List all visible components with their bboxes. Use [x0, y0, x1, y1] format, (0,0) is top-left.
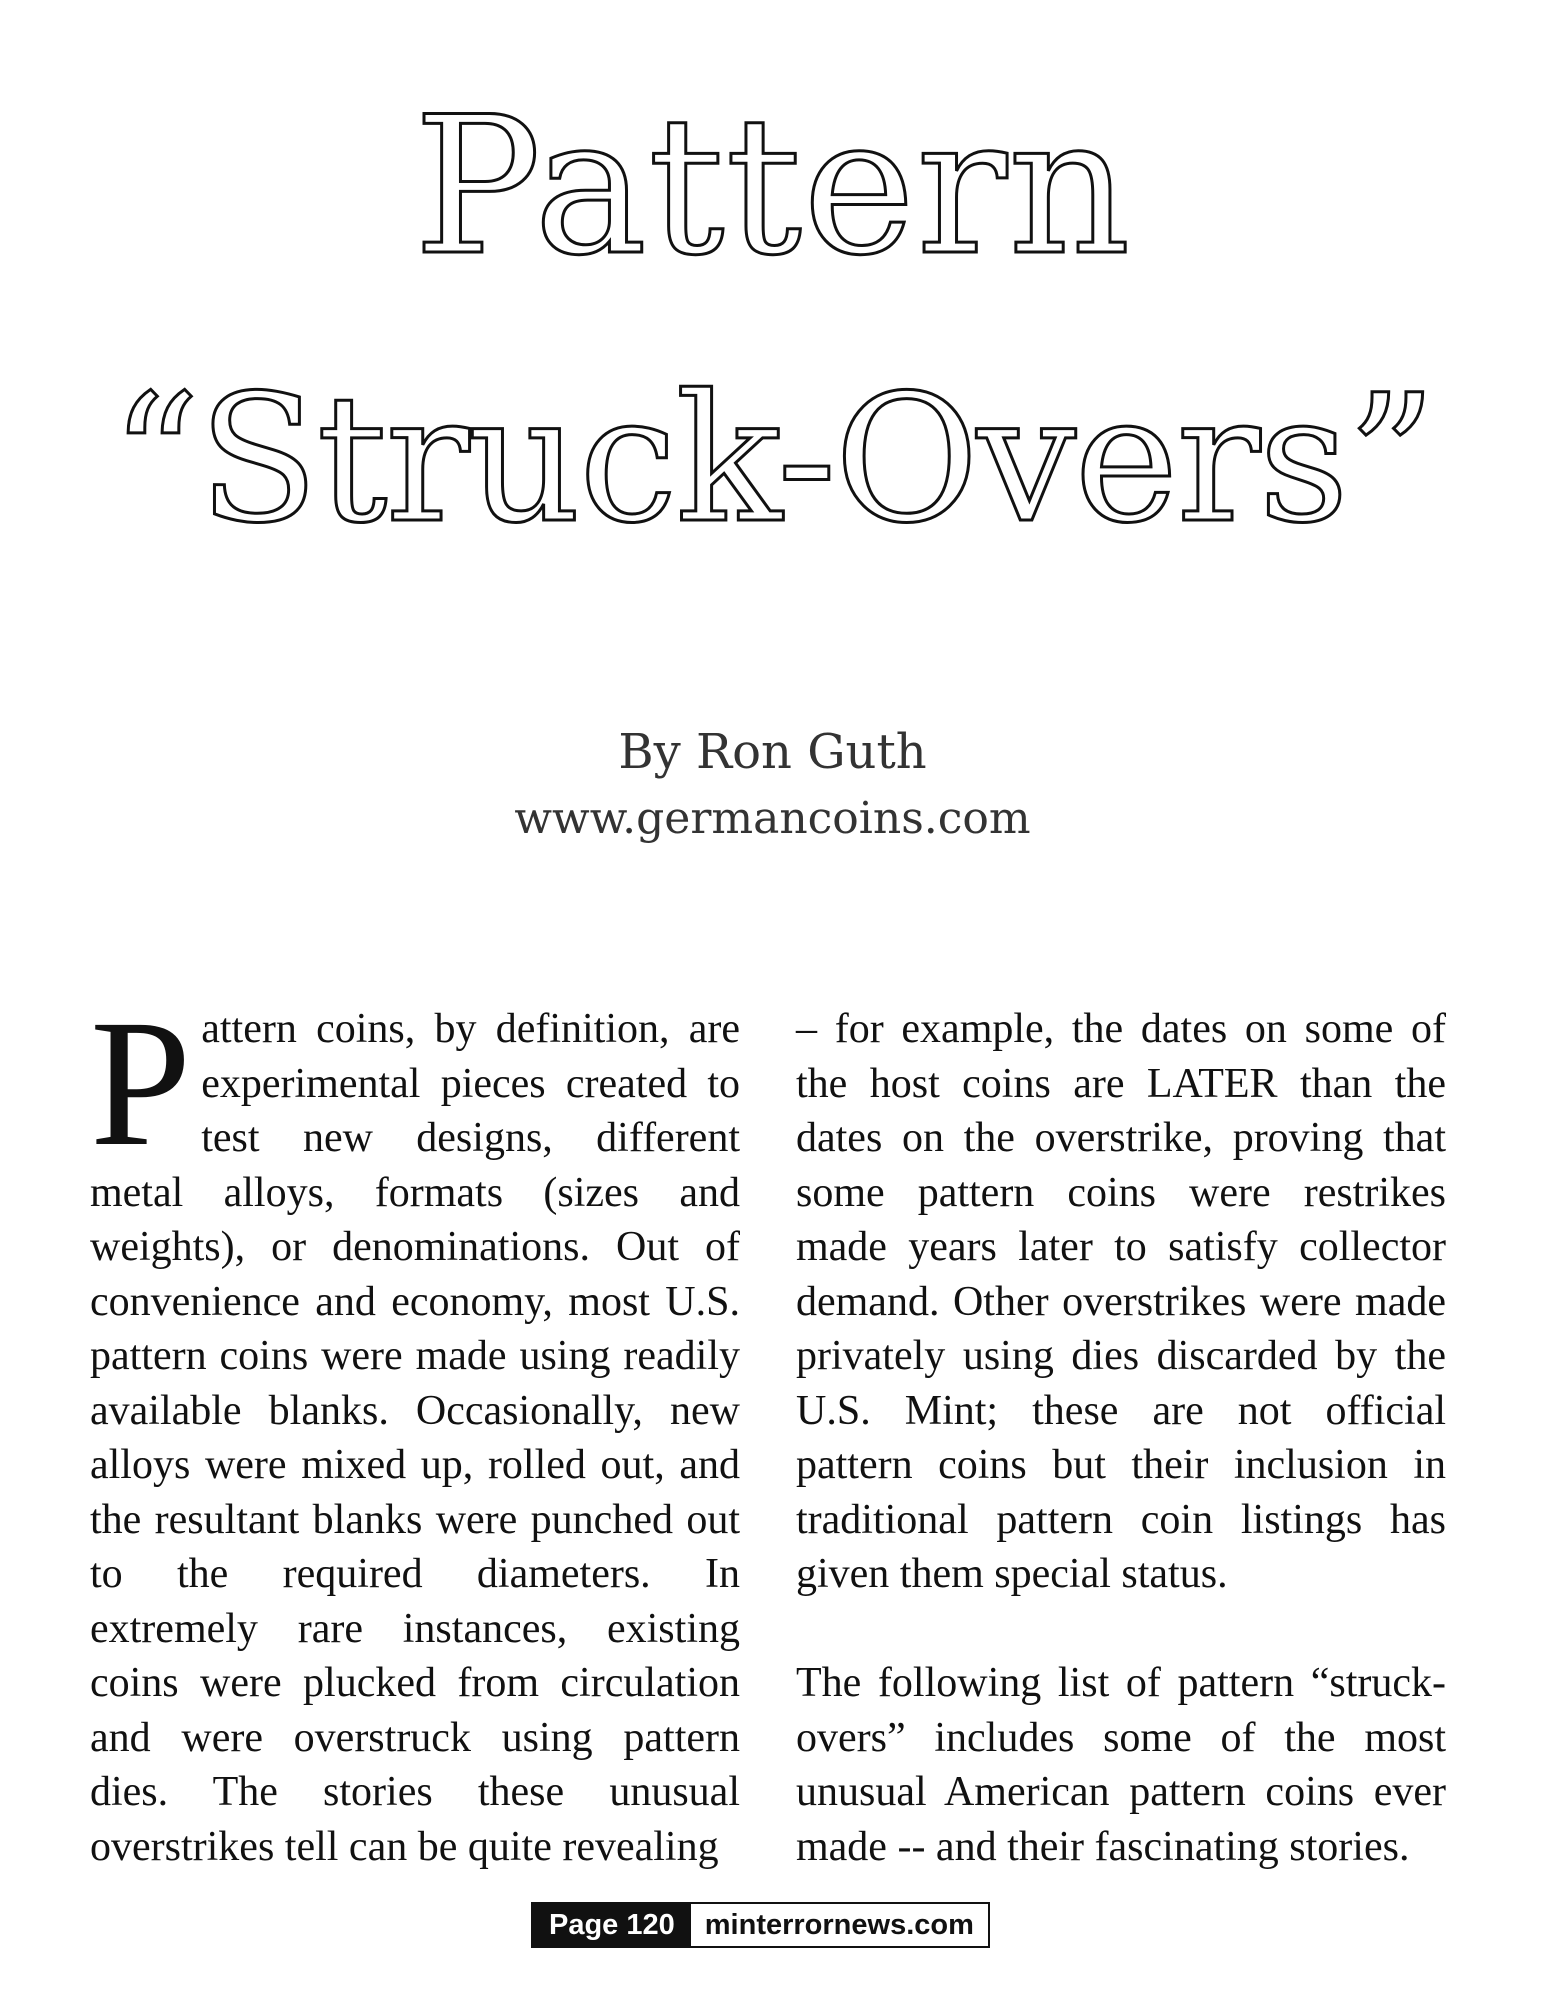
drop-cap: P — [90, 983, 192, 1184]
byline-website: www.germancoins.com — [514, 793, 1031, 844]
article-paragraph: The following list of pattern “struck-overs” includes some of the most unusual American pattern coins ever made -- and their fascinating stories. — [796, 1660, 1446, 1870]
article-paragraph — [90, 983, 740, 1874]
paragraph-text: attern coins, by definition, are experimental pieces created to test new designs, different metal alloys, formats (sizes and weights), or denominations. Out of convenience and economy, most U.S. pattern coins were made using readily available blanks. Occasionally, new alloys were mixed up, rolled out, and the resultant blanks were punched out to the required diameters. In extremely rare instances, existing coins were plucked from circulation and were overstruck using pattern dies. The stories these unusual overstrikes tell can be quite revealing — [90, 1006, 740, 1870]
page-footer — [531, 1902, 990, 1948]
page-title-line-1: Pattern — [413, 76, 1132, 297]
page-title-line-2: “Struck-Overs” — [110, 357, 1435, 562]
footer-site-name: minterrornews.com — [691, 1904, 988, 1946]
article-column-left — [90, 983, 740, 1874]
byline-author: By Ron Guth — [618, 724, 927, 780]
article-column-right — [796, 1002, 1446, 1874]
article-paragraph: – for example, the dates on some of the host coins are LATER than the dates on the overstrike, proving that some pattern coins were restrikes made years later to satisfy collector demand. Other overstrikes were made privately using dies discarded by the U.S. Mint; these are not official pattern coins but their inclusion in traditional pattern coin listings has given them special status. — [796, 1006, 1446, 1597]
page-number-label: Page 120 — [533, 1904, 691, 1946]
